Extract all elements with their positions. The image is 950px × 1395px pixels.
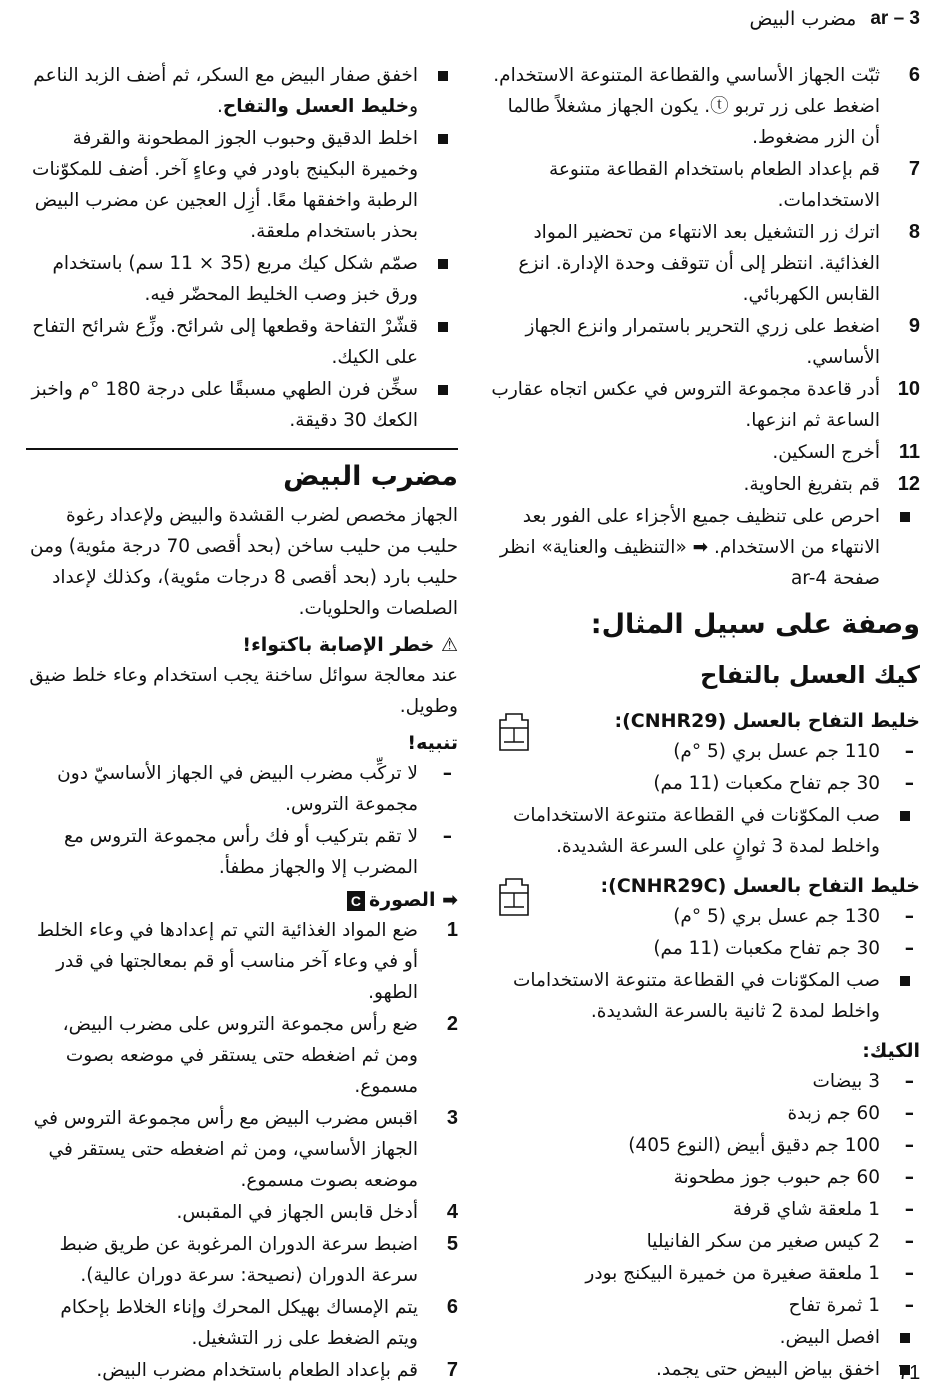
list-item-text: . [217, 96, 223, 117]
dash-marker: – [904, 773, 914, 794]
dash-list-item [490, 1226, 920, 1257]
dash-marker: – [904, 1199, 914, 1220]
variant-1-instruction [490, 800, 920, 862]
numbered-step [26, 915, 458, 1008]
recipe-heading: وصفة على سبيل المثال: [590, 609, 920, 640]
numbered-step [26, 1009, 458, 1102]
list-item-text: 130 جم عسل بري (5 °م) [673, 906, 880, 927]
step-number: 4 [446, 1201, 458, 1223]
multi-blade-blender-icon [492, 710, 536, 754]
variant-2-heading: خليط التفاح بالعسل (CNHR29C): [600, 875, 920, 897]
numbered-step [490, 374, 920, 436]
dash-marker: – [442, 763, 452, 784]
list-item-text: 1 ملعقة شاي قرفة [732, 1199, 880, 1220]
recipe-title: كيك العسل بالتفاح [700, 661, 920, 689]
numbered-step [490, 217, 920, 310]
dash-marker: – [904, 1135, 914, 1156]
bullet-square-icon [900, 976, 910, 986]
step-text: اضبط سرعة الدوران المرغوبة عن طريق ضبط سرعة الدوران (نصيحة: سرعة دوران عالية). [59, 1234, 418, 1286]
step-text: يتم الإمساك بهيكل المحرك وإناء الخلاط بإحكام ويتم الضغط على زر التشغيل. [60, 1297, 418, 1349]
step-number: 12 [897, 473, 920, 495]
caution-title: تنبيه! [407, 732, 458, 754]
bullet-square-icon [438, 322, 448, 332]
dash-marker: – [904, 1295, 914, 1316]
step-text: ثبّت الجهاز الأساسي والقطاعة المتنوعة الاستخدام. اضغط على زر تربو ⓣ. يكون الجهاز مشغلاً طالما أن الزر مضغوط. [493, 65, 880, 148]
step-number: 8 [908, 221, 920, 243]
step-text: اقبس مضرب البيض مع رأس مجموعة التروس في الجهاز الأساسي، ومن ثم اضغطه حتى يستقر في موضعه بصوت مسموع. [33, 1108, 418, 1191]
page-reference: ar – 3 [870, 8, 920, 29]
bold-text: خليط العسل والتفاح [222, 96, 410, 117]
numbered-step [490, 60, 920, 153]
header-section-title: مضرب البيض [749, 8, 857, 30]
caution-list [26, 758, 458, 883]
numbered-step [26, 1229, 458, 1291]
variant-1-heading: خليط التفاح بالعسل (CNHR29): [614, 710, 920, 732]
step-number: 11 [898, 441, 920, 463]
list-item-text: اخفق صفار البيض مع السكر، ثم أضف الزبد الناعم و [33, 65, 418, 117]
left-column [26, 60, 458, 1387]
instruction-text: صب المكوّنات في القطاعة متنوعة الاستخدامات واخلط لمدة 3 ثوانٍ على السرعة الشديدة. [512, 805, 880, 857]
step-number: 10 [897, 378, 920, 400]
dash-marker: – [904, 1103, 914, 1124]
list-item-text: 3 بيضات [812, 1071, 880, 1092]
list-item-text: اخفق بياض البيض حتى يجمد. [655, 1359, 880, 1380]
figure-label: الصورة [369, 889, 436, 911]
section-intro: الجهاز مخصص لضرب القشدة والبيض ولإعداد رغوة حليب من حليب ساخن (بحد أقصى 70 درجة مئوية) ومن حليب بارد (بحد أقصى 8 درجات مئوية)، وكذلك لإعداد الصلصات والحلويات. [30, 505, 458, 619]
cake-ingredients-list [490, 1066, 920, 1321]
list-item-text: 60 جم زبدة [787, 1103, 880, 1124]
bullet-list-item [490, 1354, 920, 1385]
dash-marker: – [442, 826, 452, 847]
dash-marker: – [904, 1071, 914, 1092]
step-number: 5 [446, 1233, 458, 1255]
dash-marker: – [904, 741, 914, 762]
list-item-text: لا تقم بتركيب أو فك رأس مجموعة التروس مع المضرب إلا والجهاز مطفأ. [64, 826, 418, 878]
right-column [490, 60, 920, 1386]
list-item-text: افصل البيض. [779, 1327, 880, 1348]
step-text: قم بإعداد الطعام باستخدام مضرب البيض. [96, 1360, 418, 1381]
bullet-list-item [26, 311, 458, 373]
step-number: 7 [446, 1359, 458, 1381]
dash-list-item [490, 1258, 920, 1289]
dash-marker: – [904, 1231, 914, 1252]
dash-list-item [490, 1162, 920, 1193]
step-number: 9 [908, 315, 920, 337]
arrow-icon: ➡ [692, 537, 709, 558]
dash-list-item [490, 1130, 920, 1161]
dash-list-item [26, 758, 458, 820]
step-text: اضغط على زري التحرير باستمرار وانزع الجهاز الأساسي. [525, 316, 880, 368]
dash-list-item [490, 1194, 920, 1225]
step-number: 2 [446, 1013, 458, 1035]
dash-marker: – [904, 1263, 914, 1284]
step-text: ضع المواد الغذائية التي تم إعدادها في وعاء الخلط أو في وعاء آخر مناسب أو قم بمعالجتها في قدر الطهو. [36, 920, 418, 1003]
bullet-square-icon [438, 71, 448, 81]
list-item-text: 100 جم دقيق أبيض (النوع 405) [628, 1135, 880, 1156]
page-header [749, 6, 920, 32]
warning-title: ⚠ خطر الإصابة باكتواء! [242, 634, 458, 656]
dash-marker: – [904, 938, 914, 959]
dash-list-item [490, 1290, 920, 1321]
numbered-step [26, 1103, 458, 1196]
bullet-square-icon [438, 134, 448, 144]
step-number: 6 [908, 64, 920, 86]
variant-2-instruction [490, 965, 920, 1027]
numbered-step [490, 154, 920, 216]
left-steps-list [26, 915, 458, 1386]
numbered-step [26, 1197, 458, 1228]
multi-blade-blender-icon [492, 875, 536, 919]
numbered-step [490, 469, 920, 500]
dash-marker: – [904, 1167, 914, 1188]
figure-letter-badge: C [347, 891, 365, 911]
left-bullets-list [26, 60, 458, 436]
dash-list-item [490, 1098, 920, 1129]
clean-note [490, 501, 920, 594]
list-item-text: 30 جم تفاح مكعبات (11 مم) [653, 938, 880, 959]
section-title: مضرب البيض [283, 461, 458, 492]
variant-1-items [542, 736, 920, 799]
list-item-text: سخِّن فرن الطهي مسبقًا على درجة 180 °م واخبز الكعك 30 دقيقة. [31, 379, 418, 431]
instruction-text: صب المكوّنات في القطاعة متنوعة الاستخدامات واخلط لمدة 2 ثانية بالسرعة الشديدة. [512, 970, 880, 1022]
dash-list-item [490, 1066, 920, 1097]
list-item-text: 1 ملعقة صغيرة من خميرة البيكنج بودر [585, 1263, 880, 1284]
numbered-step [26, 1355, 458, 1386]
list-item-text: صمّم شكل كيك مربع (35 × 11 سم) باستخدام ورق خبز وصب الخليط المحضّر فيه. [52, 253, 418, 305]
dash-list-item [542, 901, 920, 932]
step-text: أدخل قابس الجهاز في المقبس. [176, 1202, 418, 1223]
bullet-square-icon [438, 385, 448, 395]
step-text: أخرج السكين. [772, 442, 880, 463]
clean-note-link-text: «التنظيف والعناية» انظر صفحة ar-4 [499, 537, 880, 589]
right-steps-list [490, 60, 920, 500]
step-text: اترك زر التشغيل بعد الانتهاء من تحضير المواد الغذائية. انتظر إلى أن تتوقف وحدة الإدارة. انزع القابس الكهربائي. [518, 222, 880, 305]
dash-list-item [542, 736, 920, 767]
dash-list-item [542, 933, 920, 964]
step-number: 3 [446, 1107, 458, 1129]
figure-reference [26, 885, 458, 915]
list-item-text: اخلط الدقيق وحبوب الجوز المطحونة والقرفة وخميرة البكينج باودر في وعاءٍ آخر. أضف للمكوّنات الرطبة واخفقها معًا. أزِل العجين عن مضرب البيض بحذر باستخدام ملعقة. [32, 128, 418, 242]
variant-1 [490, 706, 920, 799]
bullet-list-item [26, 60, 458, 122]
bullet-list-item [26, 248, 458, 310]
warning-text: عند معالجة سوائل ساخنة يجب استخدام وعاء خلط ضيق وطويل. [29, 665, 458, 717]
bullet-list-item [490, 1322, 920, 1353]
bullet-square-icon [438, 259, 448, 269]
list-item-text: 30 جم تفاح مكعبات (11 مم) [653, 773, 880, 794]
list-item-text: 1 ثمرة تفاح [788, 1295, 880, 1316]
step-number: 6 [446, 1296, 458, 1318]
list-item-text: 110 جم عسل بري (5 °م) [673, 741, 880, 762]
bullet-square-icon [900, 512, 910, 522]
step-text: قم بتفريغ الحاوية. [743, 474, 880, 495]
list-item-text: 2 كيس صغير من سكر الفانيليا [646, 1231, 880, 1252]
list-item-text: قشّرْ التفاحة وقطعها إلى شرائح. وزِّع شرائح التفاح على الكيك. [32, 316, 418, 368]
step-text: أدر قاعدة مجموعة التروس في عكس اتجاه عقارب الساعة ثم انزعها. [491, 379, 880, 431]
page-number: 71 [898, 1362, 921, 1384]
bullet-square-icon [900, 1333, 910, 1343]
cake-steps-list [490, 1322, 920, 1385]
list-item-text: لا تركِّب مضرب البيض في الجهاز الأساسيّ دون مجموعة التروس. [57, 763, 418, 815]
bullet-list-item [26, 123, 458, 247]
step-text: ضع رأس مجموعة التروس على مضرب البيض، ومن ثم اضغطه حتى يستقر في موضعه بصوت مسموع. [62, 1014, 418, 1097]
numbered-step [490, 437, 920, 468]
bullet-square-icon [900, 811, 910, 821]
section-divider [26, 448, 458, 450]
dash-list-item [26, 821, 458, 883]
numbered-step [490, 311, 920, 373]
list-item-text: 60 جم حبوب جوز مطحونة [673, 1167, 880, 1188]
variant-2-items [542, 901, 920, 964]
dash-marker: – [904, 906, 914, 927]
variant-2 [490, 871, 920, 964]
bullet-list-item [26, 374, 458, 436]
clean-note-text: احرص على تنظيف جميع الأجزاء على الفور بعد الانتهاء من الاستخدام. [522, 506, 880, 558]
step-number: 7 [908, 158, 920, 180]
step-number: 1 [446, 919, 458, 941]
numbered-step [26, 1292, 458, 1354]
arrow-icon: ➡ [442, 889, 458, 911]
dash-list-item [542, 768, 920, 799]
step-text: قم بإعداد الطعام باستخدام القطاعة متنوعة الاستخدامات. [548, 159, 880, 211]
cake-heading: الكيك: [862, 1040, 920, 1062]
